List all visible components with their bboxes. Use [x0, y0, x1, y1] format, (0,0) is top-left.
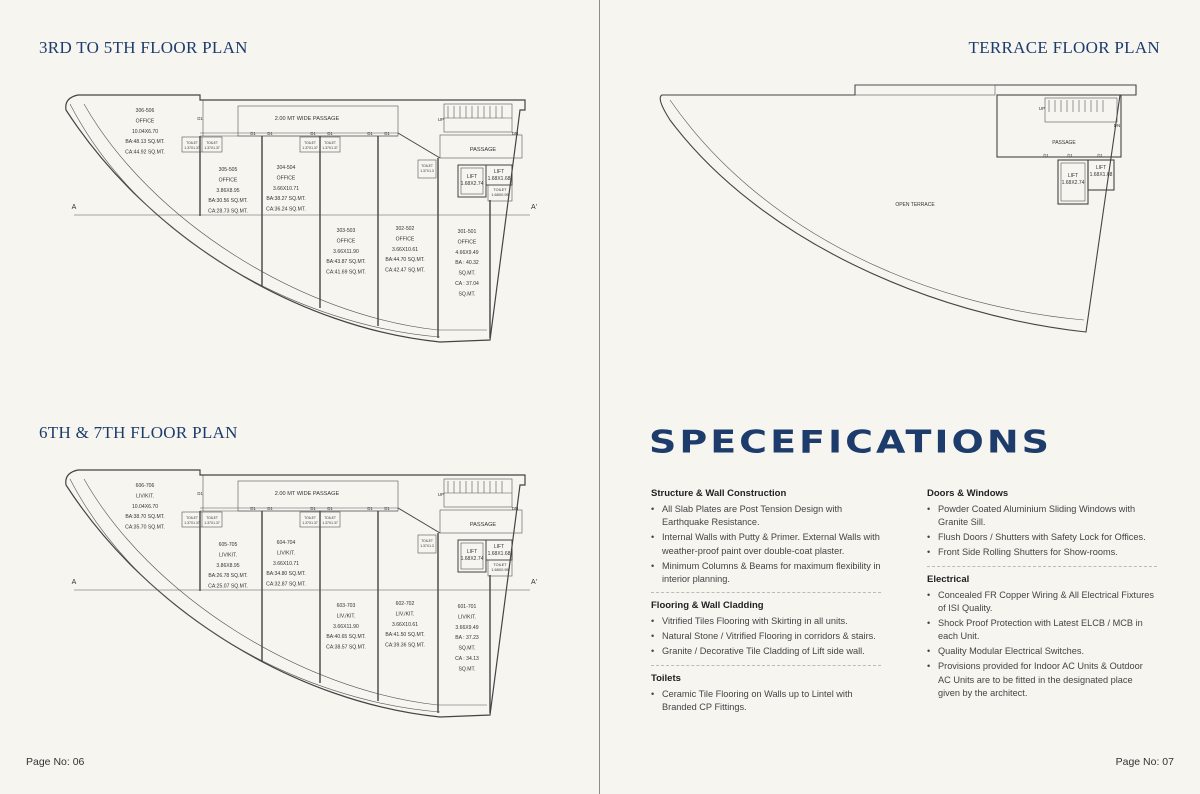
lift-2-label: 1.68X1.68 [487, 176, 511, 182]
unit-label-b-4: 603-703 [336, 603, 356, 609]
toilet-lift-label: 1.68X0.95 [491, 193, 509, 197]
unit-label-b-6: CA : 34.13 [455, 656, 479, 662]
unit-label-b-3: CA:32.87 SQ.MT. [266, 581, 306, 588]
unit-label-a-6: SQ.MT. [458, 291, 476, 298]
floor-plan-3-5 [0, 90, 599, 360]
unit-label-b-1: CA:35.70 SQ.MT. [125, 524, 165, 531]
lift-2-label: LIFT [493, 544, 505, 550]
unit-label-b-6: BA : 37.23 [455, 635, 479, 642]
toilet-label: TOILET [324, 516, 336, 520]
toilet-label: 1.37X1.37 [322, 146, 338, 150]
unit-label-a-2: BA:30.56 SQ.MT. [208, 198, 248, 205]
section-a2-label: A' [530, 579, 538, 586]
spec-item: • Provisions provided for Indoor AC Units & Outdoor AC Units are to be fitted in the designated place given by the architect. [927, 660, 1157, 700]
unit-label-b-3: 3.66X10.71 [272, 560, 300, 567]
stair-down-label: DN [511, 506, 519, 511]
lift-1-label: LIFT [466, 174, 478, 180]
terrace-core [997, 95, 1121, 157]
spec-divider [651, 592, 881, 593]
terrace-dn-label: DN [1113, 123, 1121, 128]
door-tag: D1 [250, 131, 256, 136]
door-tag: D1 [267, 131, 273, 136]
unit-label-a-4: BA:43.87 SQ.MT. [326, 259, 366, 266]
unit-label-b-1: BA:38.70 SQ.MT. [125, 514, 165, 521]
lift-1-label: 1.68X2.74 [460, 556, 484, 562]
unit-label-a-6: BA : 40.32 [455, 260, 479, 267]
spec-list [651, 688, 881, 715]
balcony-line [84, 479, 487, 705]
section-a-label: A [71, 579, 77, 586]
spec-item: • Quality Modular Electrical Switches. [927, 645, 1157, 658]
specifications-right-column [927, 488, 1157, 706]
lift-2-label: 1.68X1.68 [487, 551, 511, 557]
terrace-lift-2-label: 1.68X1.68 [1089, 172, 1113, 178]
unit-label-b-1: LIV/KIT. [136, 493, 154, 500]
spec-item: • Concealed FR Copper Wiring & All Electrical Fixtures of ISI Quality. [927, 589, 1157, 616]
spec-list [927, 503, 1157, 560]
toilet-label: TOILET [206, 141, 218, 145]
spec-item: • Minimum Columns & Beams for maximum flexibility in interior planning. [651, 560, 881, 587]
unit-label-a-5: BA:44.70 SQ.MT. [385, 257, 425, 264]
unit-label-b-3: 604-704 [276, 540, 296, 546]
unit-label-a-2: 305-505 [218, 167, 238, 173]
toilet-label: TOILET [324, 141, 336, 145]
stair-down-label: DN [511, 131, 519, 136]
lift-2-label: LIFT [493, 169, 505, 175]
toilet-stair-label: 1.37X1.3 [420, 169, 434, 173]
spec-section-title: Structure & Wall Construction [651, 488, 787, 499]
unit-label-b-6: SQ.MT. [458, 666, 476, 673]
section-a-label: A [71, 204, 77, 211]
unit-label-b-5: CA:39.36 SQ.MT. [385, 642, 425, 649]
door-tag: D1 [367, 506, 373, 511]
unit-label-a-3: OFFICE [276, 175, 296, 182]
unit-label-a-2: OFFICE [218, 177, 238, 184]
toilet-label: 1.37X1.37 [322, 521, 338, 525]
lift-1-label: 1.68X2.74 [460, 181, 484, 187]
unit-label-b-6: SQ.MT. [458, 645, 476, 652]
spec-item: • Ceramic Tile Flooring on Walls up to Lintel with Branded CP Fittings. [651, 688, 881, 715]
spec-item: • Natural Stone / Vitrified Flooring in corridors & stairs. [651, 630, 881, 643]
unit-label-a-3: BA:38.27 SQ.MT. [266, 196, 306, 203]
passage-right-label: PASSAGE [469, 147, 497, 153]
specifications-left-column [651, 488, 881, 720]
floor-plan-6-7 [0, 465, 599, 735]
spec-section-title: Doors & Windows [927, 488, 1009, 499]
unit-label-b-2: 3.86X8.95 [216, 562, 240, 569]
spec-section [651, 673, 881, 715]
toilet-lift-label: TOILET [493, 563, 507, 567]
door-tag: D1 [1043, 153, 1049, 158]
toilet-label: TOILET [304, 141, 316, 145]
unit-label-b-3: LIV/KIT. [277, 550, 295, 557]
unit-label-b-1: 606-706 [135, 483, 155, 489]
unit-label-a-1: 306-506 [135, 108, 155, 114]
spec-list [651, 615, 881, 658]
door-tag: D1 [1067, 153, 1073, 158]
corridor-diagonal [398, 508, 440, 533]
unit-label-b-2: 605-705 [218, 542, 238, 548]
unit-label-a-4: 3.66X11.90 [333, 248, 359, 255]
section-a2-label: A' [530, 204, 538, 211]
unit-label-b-2: BA:26.78 SQ.MT. [208, 573, 248, 580]
spec-divider [651, 665, 881, 666]
stair-up-label: UP [437, 492, 445, 497]
unit-label-a-1: OFFICE [135, 118, 155, 125]
stair-up-label: UP [437, 117, 445, 122]
spec-item: • Flush Doors / Shutters with Safety Lock for Offices. [927, 531, 1157, 544]
door-tag: D1 [267, 506, 273, 511]
unit-label-a-5: CA:42.47 SQ.MT. [385, 267, 425, 274]
unit-label-b-4: CA:38.57 SQ.MT. [326, 644, 366, 651]
door-tag: D1 [310, 131, 316, 136]
passage-label: 2.00 MT WIDE PASSAGE [274, 116, 340, 122]
unit-label-a-6: OFFICE [457, 239, 477, 246]
spec-item: • Front Side Rolling Shutters for Show-rooms. [927, 546, 1157, 559]
lift-2 [486, 165, 512, 185]
left-page [0, 0, 599, 794]
terrace-floor-plan [600, 80, 1200, 350]
toilet-label: 1.37X1.37 [184, 146, 200, 150]
balcony-line [84, 104, 487, 330]
unit-label-a-2: CA:28.73 SQ.MT. [208, 208, 248, 215]
passage-right-label: PASSAGE [469, 522, 497, 528]
page-number-right: Page No: 07 [1115, 756, 1174, 768]
terrace-lift-1-label: 1.68X2.74 [1061, 180, 1085, 186]
unit-label-b-3: BA:34.80 SQ.MT. [266, 571, 306, 578]
unit-label-a-6: SQ.MT. [458, 270, 476, 277]
spec-section [927, 488, 1157, 560]
unit-label-b-4: LIV./KIT. [336, 613, 356, 620]
toilet-label: 1.37X1.37 [302, 521, 318, 525]
spec-list [927, 589, 1157, 701]
toilet-label: TOILET [206, 516, 218, 520]
toilet-label: 1.37X1.37 [184, 521, 200, 525]
spec-list [651, 503, 881, 586]
unit-label-a-5: 3.66X10.61 [391, 246, 419, 253]
unit-label-a-5: 302-502 [395, 226, 415, 232]
spec-section-title: Toilets [651, 672, 681, 684]
terrace-lift-1-label: LIFT [1067, 173, 1079, 179]
toilet-stair-label: TOILET [421, 164, 433, 168]
unit-label-a-3: CA:36.24 SQ.MT. [266, 206, 306, 213]
spec-divider [927, 566, 1157, 567]
spec-section-title: Electrical [927, 573, 970, 585]
terrace-passage-label: PASSAGE [1052, 140, 1076, 146]
unit-label-a-1: 10.04X6.70 [131, 128, 159, 135]
unit-label-a-1: CA:44.92 SQ.MT. [125, 149, 165, 156]
door-tag: D1 [367, 131, 373, 136]
unit-label-b-6: 3.66X9.49 [455, 624, 479, 631]
lift-1-label: LIFT [466, 549, 478, 555]
unit-label-b-5: 3.66X10.61 [391, 621, 419, 628]
unit-label-a-5: OFFICE [395, 236, 415, 243]
terrace-staircase [1045, 98, 1117, 122]
lift-2 [486, 540, 512, 560]
unit-label-b-6: 601-701 [457, 604, 477, 610]
specifications-heading: SPECEFICATIONS [649, 424, 1052, 461]
spec-item: • Internal Walls with Putty & Primer. External Walls with weather-proof paint over double-coat plaster. [651, 531, 881, 558]
terrace-lift-2-label: LIFT [1095, 165, 1107, 171]
toilet-label: 1.37X1.37 [204, 146, 220, 150]
unit-label-a-6: 301-501 [457, 229, 477, 235]
unit-label-b-4: BA:40.65 SQ.MT. [326, 634, 366, 641]
terrace-inner-curve [670, 100, 1084, 320]
door-tag: D1 [197, 491, 203, 496]
toilet-label: TOILET [186, 141, 198, 145]
spec-section-title: Flooring & Wall Cladding [651, 600, 764, 612]
floor-plan-title-6-7: 6TH & 7TH FLOOR PLAN [39, 423, 238, 442]
spec-section [651, 600, 881, 658]
unit-label-a-4: 303-503 [336, 228, 356, 234]
toilet-stair-label: TOILET [421, 539, 433, 543]
parapet [855, 85, 995, 95]
unit-label-a-6: CA : 37.04 [455, 281, 479, 287]
spec-section [651, 488, 881, 586]
door-tag: D1 [310, 506, 316, 511]
corridor-diagonal [398, 133, 440, 158]
unit-label-a-4: OFFICE [336, 238, 356, 245]
toilet-lift-label: TOILET [493, 188, 507, 192]
door-tag: D1 [327, 506, 333, 511]
toilet-label: TOILET [186, 516, 198, 520]
right-page [600, 0, 1200, 794]
door-tag: D1 [384, 131, 390, 136]
door-tag: D1 [327, 131, 333, 136]
unit-label-a-3: 304-504 [276, 165, 296, 171]
spec-section [927, 574, 1157, 701]
toilet-stair-label: 1.37X1.3 [420, 544, 434, 548]
unit-label-b-1: 10.04X6.70 [131, 503, 159, 510]
unit-label-a-6: 4.66X9.49 [455, 249, 479, 256]
terrace-up-label: UP [1038, 106, 1046, 111]
unit-label-b-4: 3.66X11.90 [333, 623, 359, 630]
unit-label-b-2: CA:25.07 SQ.MT. [208, 583, 248, 590]
spec-item: • Granite / Decorative Tile Cladding of Lift side wall. [651, 645, 881, 658]
spec-item: • Powder Coated Aluminium Sliding Windows with Granite Sill. [927, 503, 1157, 530]
unit-label-b-5: 602-702 [395, 601, 415, 607]
door-tag: D1 [1097, 153, 1103, 158]
passage-label: 2.00 MT WIDE PASSAGE [274, 491, 340, 497]
door-tag: D1 [197, 116, 203, 121]
terrace-plan-title: TERRACE FLOOR PLAN [968, 38, 1160, 57]
unit-label-a-2: 3.86X8.95 [216, 187, 240, 194]
unit-label-b-2: LIV/KIT. [219, 552, 237, 559]
door-tag: D1 [384, 506, 390, 511]
unit-label-a-3: 3.66X10.71 [272, 185, 300, 192]
door-tag: D1 [250, 506, 256, 511]
unit-label-b-5: BA:41.50 SQ.MT. [385, 632, 425, 639]
spec-item: • All Slab Plates are Post Tension Design with Earthquake Resistance. [651, 503, 881, 530]
spec-item: • Shock Proof Protection with Latest ELCB / MCB in each Unit. [927, 617, 1157, 644]
toilet-label: 1.37X1.37 [204, 521, 220, 525]
open-terrace-label: OPEN TERRACE [895, 202, 935, 208]
toilet-label: TOILET [304, 516, 316, 520]
unit-label-b-5: LIV./KIT. [395, 611, 415, 618]
page-number-left: Page No: 06 [26, 756, 85, 768]
unit-label-a-1: BA:48.13 SQ.MT. [125, 139, 165, 146]
unit-label-a-4: CA:41.69 SQ.MT. [326, 269, 366, 276]
toilet-lift-label: 1.68X0.95 [491, 568, 509, 572]
spec-item: • Vitrified Tiles Flooring with Skirting in all units. [651, 615, 881, 628]
toilet-label: 1.37X1.37 [302, 146, 318, 150]
unit-label-b-6: LIV/KIT. [458, 614, 476, 621]
floor-plan-title-3-5: 3RD TO 5TH FLOOR PLAN [39, 38, 248, 57]
